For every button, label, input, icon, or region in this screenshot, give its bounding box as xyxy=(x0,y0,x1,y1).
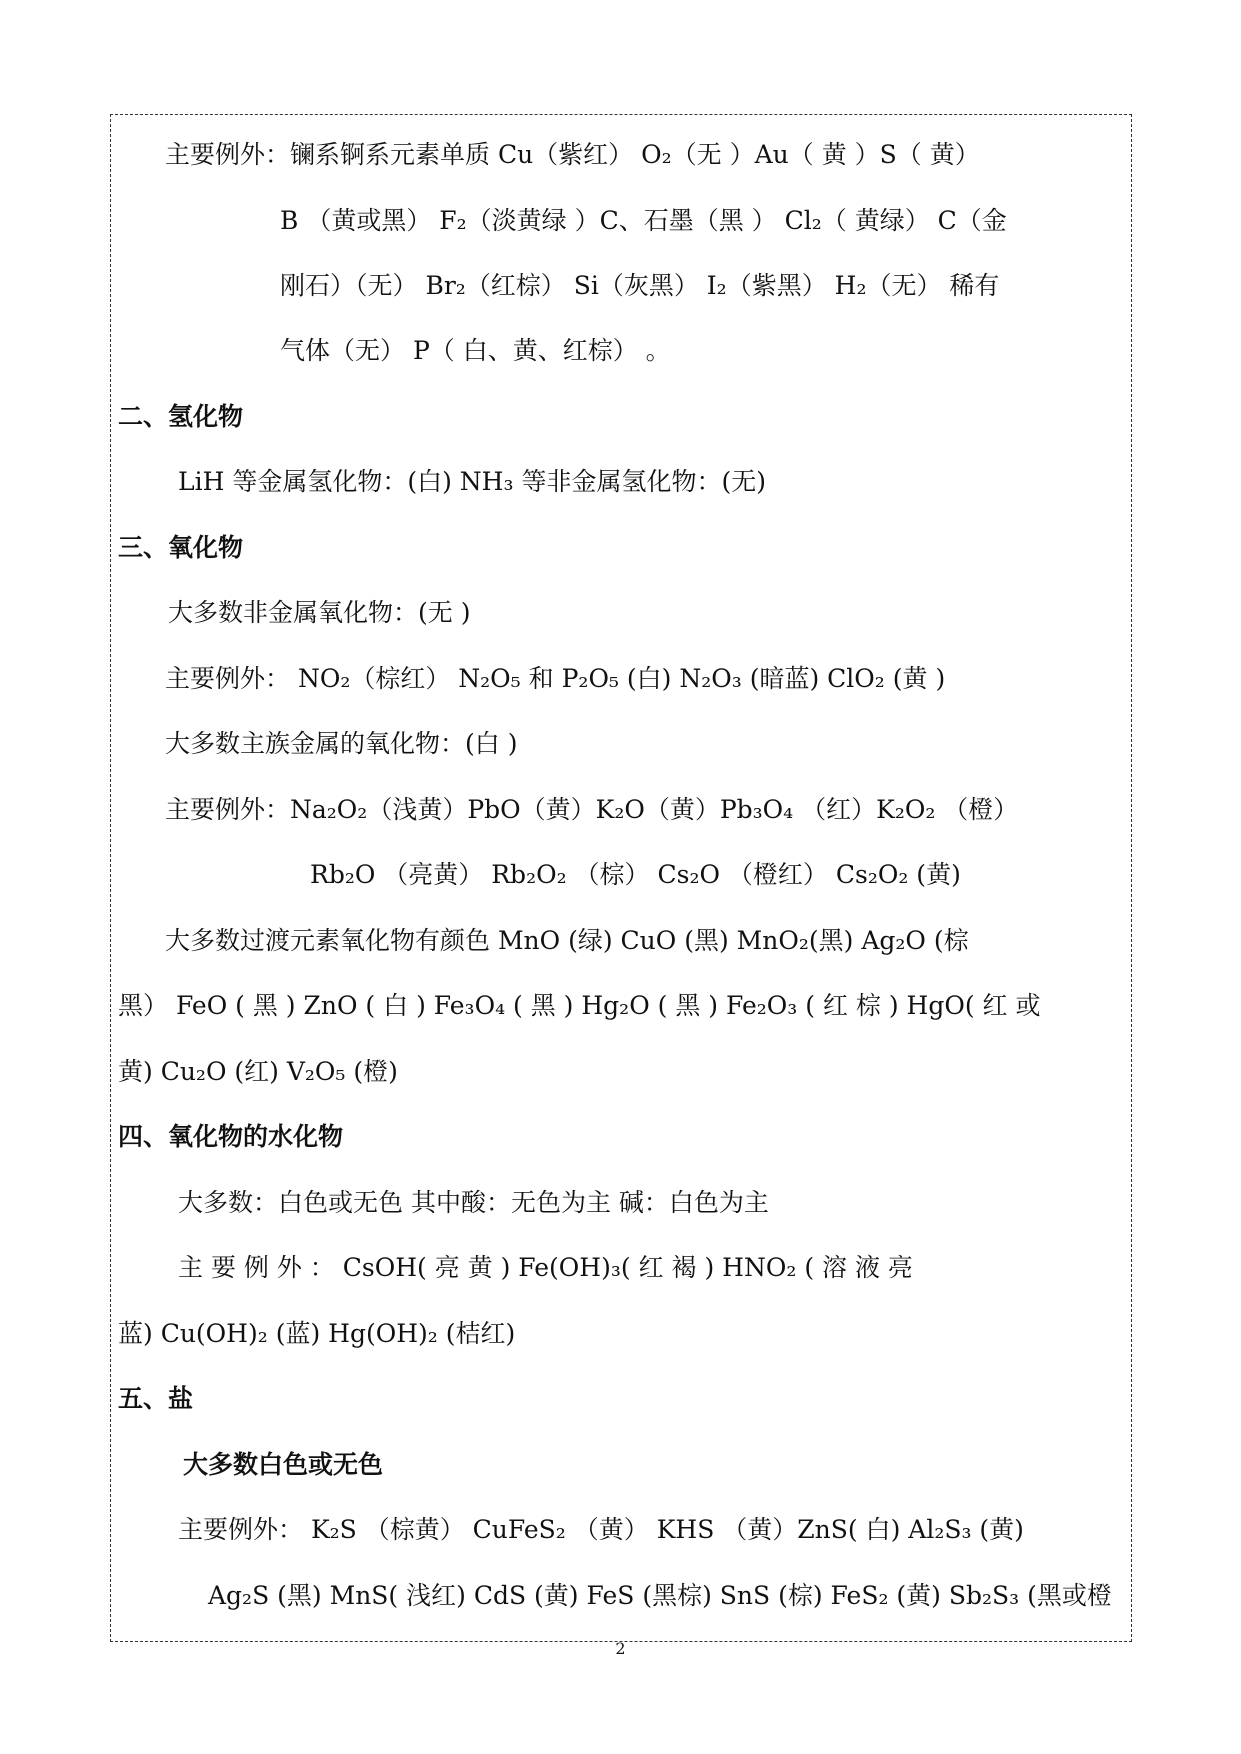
subheading-salts: 大多数白色或无色 xyxy=(183,1450,384,1479)
line-21: 主要例外： K₂S （棕黄） CuFeS₂ （黄） KHS （黄）ZnS( 白) Al₂S₃ (黄) xyxy=(178,1515,1024,1544)
line-3: 气体（无） P（ 白、黄、红棕） 。 xyxy=(280,336,671,365)
line-2: 刚石）（无） Br₂（红棕） Si（灰黑） I₂（紫黑） H₂（无） 稀有 xyxy=(280,271,1000,300)
section-heading-oxides: 三、氧化物 xyxy=(118,533,244,562)
line-10: 主要例外：Na₂O₂（浅黄）PbO（黄）K₂O（黄）Pb₃O₄ （红）K₂O₂ （橙） xyxy=(165,795,1019,824)
line-17: 主 要 例 外 ： CsOH( 亮 黄 ) Fe(OH)₃( 红 褐 ) HNO₂ ( 溶 液 亮 xyxy=(178,1253,913,1282)
line-16: 大多数：白色或无色 其中酸：无色为主 碱：白色为主 xyxy=(178,1188,769,1217)
line-18: 蓝) Cu(OH)₂ (蓝) Hg(OH)₂ (桔红) xyxy=(118,1319,516,1348)
line-9: 大多数主族金属的氧化物：(白 ) xyxy=(165,729,518,758)
page-number: 2 xyxy=(615,1639,626,1658)
line-14: 黄) Cu₂O (红) V₂O₅ (橙) xyxy=(118,1057,398,1086)
line-11: Rb₂O （亮黄） Rb₂O₂ （棕） Cs₂O （橙红） Cs₂O₂ (黄) xyxy=(310,860,961,889)
section-heading-hydrides: 二、氢化物 xyxy=(118,402,244,431)
section-heading-salts: 五、盐 xyxy=(118,1384,194,1413)
section-heading-hydroxides: 四、氧化物的水化物 xyxy=(118,1122,344,1151)
line-1: B （黄或黑） F₂（淡黄绿 ）C、石墨（黑 ） Cl₂（ 黄绿） C（金 xyxy=(280,206,1007,235)
line-7: 大多数非金属氧化物：(无 ) xyxy=(168,598,471,627)
line-0: 主要例外：镧系锕系元素单质 Cu（紫红） O₂（无 ）Au（ 黄 ）S（ 黄） xyxy=(165,140,980,169)
line-22: Ag₂S (黑) MnS( 浅红) CdS (黄) FeS (黑棕) SnS (棕) FeS₂ (黄) Sb₂S₃ (黑或橙 xyxy=(208,1581,1112,1610)
line-8: 主要例外： NO₂（棕红） N₂O₅ 和 P₂O₅ (白) N₂O₃ (暗蓝) ClO₂ (黄 ) xyxy=(165,664,946,693)
line-13: 黑） FeO ( 黑 ) ZnO ( 白 ) Fe₃O₄ ( 黑 ) Hg₂O ( 黑 ) Fe₂O₃ ( 红 棕 ) HgO( 红 或 xyxy=(118,991,1041,1020)
line-5: LiH 等金属氢化物：(白) NH₃ 等非金属氢化物：(无) xyxy=(178,467,766,496)
line-12: 大多数过渡元素氧化物有颜色 MnO (绿) CuO (黑) MnO₂(黑) Ag₂O (棕 xyxy=(165,926,969,955)
